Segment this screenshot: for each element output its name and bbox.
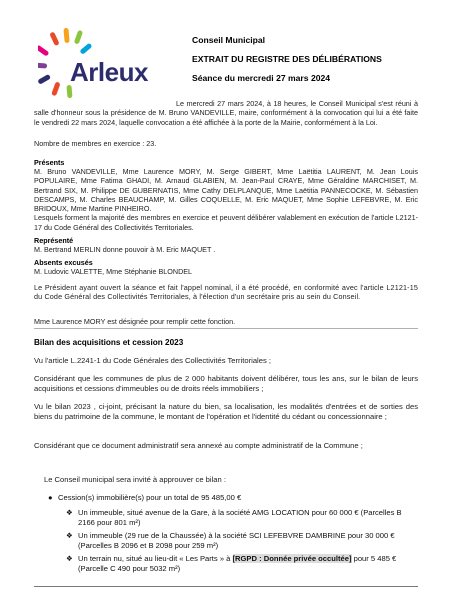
register-subtitle: EXTRAIT DU REGISTRE DES DÉLIBÉRATIONS [192, 54, 382, 64]
presents-heading: Présents [34, 158, 65, 167]
bullet-dot-icon: ● [48, 493, 53, 502]
bullet-diamond-icon: ❖ [66, 554, 73, 563]
deliberation-paragraph: Vu l'article L.2241-1 du Code Générales des Collectivités Territoriales ; [34, 356, 271, 365]
absents-text: M. Ludovic VALETTE, Mme Stéphanie BLONDEL [34, 267, 193, 276]
presents-list [34, 167, 418, 232]
cession-item-text: Un immeuble, situé avenue de la Gare, à la société AMG LOCATION pour 60 000 € (Parcelles B 2166 pour 801 m²) [78, 508, 402, 528]
page-bottom-rule [34, 586, 418, 587]
opening-paragraph: Le Président ayant ouvert la séance et fait l'appel nominal, il a été procédé, en conformité avec l'article L2121-15 du Code Général des Collectivités Territoriales, à l'élection d'un secrétaire pris au sein du Conseil. [34, 283, 418, 302]
deliberation-paragraph: Considérant que les communes de plus de 2 000 habitants doivent délibérer, tous les ans, sur le bilan de leurs acquisitions et cessions d'immeubles ou de droits réels immobiliers ; [34, 374, 418, 394]
bullet-diamond-icon: ❖ [66, 508, 73, 517]
deliberation-paragraph: Vu le bilan 2023 , ci-joint, précisant la nature du bien, sa localisation, les modalités d'entrées et de sorties des biens du patrimoine de la commune, le montant de l'opération et l'identité du cédant ou concessionnaire ; [34, 402, 418, 422]
represented-text: M. Bertrand MERLIN donne pouvoir à M. Eric MAQUET . [34, 245, 216, 254]
cession-item-text: Un immeuble (29 rue de la Chaussée) à la société SCI LEFEBVRE DAMBRINE pour 30 000 € (Parcelles B 2096 et B 2098 pour 259 m²) [78, 531, 395, 551]
cessions-label: Cession(s) immobilière(s) pour un total de 95 485,00 € [58, 493, 242, 502]
presents-names: M. Bruno VANDEVILLE, Mme Laurence MORY, M. Serge GIBERT, Mme Laëtitia LAURENT, M. Jean Louis POPULAIRE, Mme Fatima GHADI, M. Arnaud GLABIEN, M. Jean-Paul CRAYE, Mme Géraldine MARCHISET, M. Bertrand SIX, M. Philippe DE GUBERNATIS, Mme Cathy DELPLANQUE, Mme Laëtitia PANNECOCKE, M. Sébastien DESCAMPS, M. Charles BEAUCHAMP, M. Gilles COQUELLE, M. Eric MAQUET, Mme Sophie LEFEBVRE, M. Eric BRIDOUX, Mme Martine PINHEIRO. [34, 167, 418, 214]
deliberation-paragraph: Le Conseil municipal sera invité à approuver ce bilan : [44, 475, 226, 484]
deliberation-title: Bilan des acquisitions et cession 2023 [34, 338, 184, 347]
cession-item [66, 508, 418, 528]
session-date: Séance du mercredi 27 mars 2024 [192, 73, 331, 83]
cession-item [66, 554, 418, 574]
represented-heading: Représenté [34, 236, 74, 245]
intro-paragraph: Le mercredi 27 mars 2024, à 18 heures, le Conseil Municipal s'est réuni à salle d'honneur sous la présidence de M. Bruno VANDEVILLE, maire, conformément à la convocation qui lui a été faite le vendredi 22 mars 2024, laquelle convocation a été affichée à la porte de la Mairie, conformément à la Loi. [34, 99, 418, 127]
council-title: Conseil Municipal [192, 35, 266, 45]
quorum-note: Lesquels forment la majorité des membres en exercice et peuvent délibérer valablement en exécution de l'article L2121-17 du Code Général des Collectivités Territoriales. [34, 213, 418, 232]
deliberation-paragraph: Considérant que ce document administratif sera annexé au compte administratif de la Commune ; [34, 441, 363, 450]
secretary-designation: Mme Laurence MORY est désignée pour remplir cette fonction. [34, 317, 236, 326]
section-divider [34, 328, 418, 329]
redacted-data-highlight: [RGPD : Donnée privée occultée] [232, 554, 352, 563]
bullet-diamond-icon: ❖ [66, 531, 73, 540]
absents-heading: Absents excusés [34, 258, 93, 267]
logo-wordmark: Arleux [70, 57, 148, 87]
members-count: Nombre de membres en exercice : 23. [34, 139, 157, 148]
cession-item-text-start: Un terrain nu, situé au lieu-dit « Les Parts » à [78, 554, 233, 563]
cession-item-text-end: pour 5 485 € (Parcelle C 490 pour 5032 m²) [78, 554, 397, 574]
cession-item [66, 531, 418, 551]
